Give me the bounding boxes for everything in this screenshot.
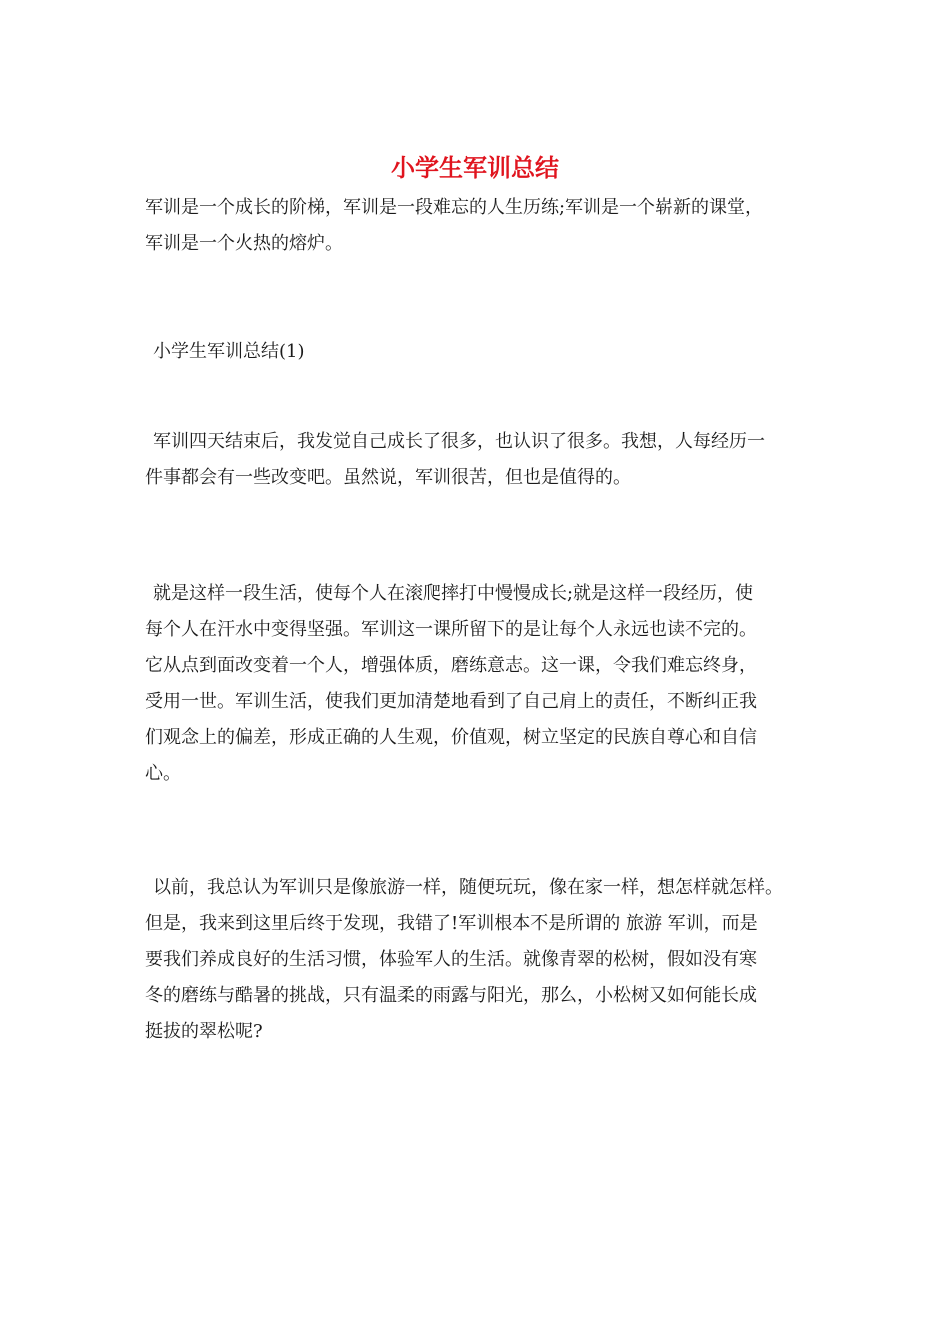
document-title: 小学生军训总结 [391,153,559,182]
paragraph-line: 冬的磨练与酷暑的挑战，只有温柔的雨露与阳光，那么，小松树又如何能长成 [145,985,757,1006]
section-subtitle [145,334,825,370]
paragraph-line: 件事都会有一些改变吧。虽然说，军训很苦，但也是值得的。 [145,467,631,488]
paragraph-line: 每个人在汗水中变得坚强。军训这一课所留下的是让每个人永远也读不完的。 [145,619,757,640]
body-paragraph-1 [145,424,825,496]
paragraph-line: 军训四天结束后，我发觉自己成长了很多，也认识了很多。我想，人每经历一 [153,431,765,452]
body-paragraph-2 [145,576,825,792]
intro-line: 军训是一个火热的熔炉。 [145,233,343,254]
paragraph-line: 要我们养成良好的生活习惯，体验军人的生活。就像青翠的松树，假如没有寒 [145,949,757,970]
paragraph-line: 就是这样一段生活，使每个人在滚爬摔打中慢慢成长;就是这样一段经历，使 [153,583,754,604]
body-paragraph-3 [145,870,825,1050]
paragraph-line: 心。 [145,763,181,784]
paragraph-line: 挺拔的翠松呢? [145,1021,263,1042]
intro-paragraph [145,190,825,262]
paragraph-line: 们观念上的偏差，形成正确的人生观，价值观，树立坚定的民族自尊心和自信 [145,727,757,748]
subtitle-text: 小学生军训总结(1) [153,341,305,362]
paragraph-line: 但是，我来到这里后终于发现，我错了!军训根本不是所谓的 旅游 军训，而是 [145,913,758,934]
paragraph-line: 以前，我总认为军训只是像旅游一样，随便玩玩，像在家一样，想怎样就怎样。 [153,877,783,898]
intro-line: 军训是一个成长的阶梯，军训是一段难忘的人生历练;军训是一个崭新的课堂， [145,197,764,218]
paragraph-line: 受用一世。军训生活，使我们更加清楚地看到了自己肩上的责任，不断纠正我 [145,691,757,712]
paragraph-line: 它从点到面改变着一个人，增强体质，磨练意志。这一课，令我们难忘终身， [145,655,757,676]
